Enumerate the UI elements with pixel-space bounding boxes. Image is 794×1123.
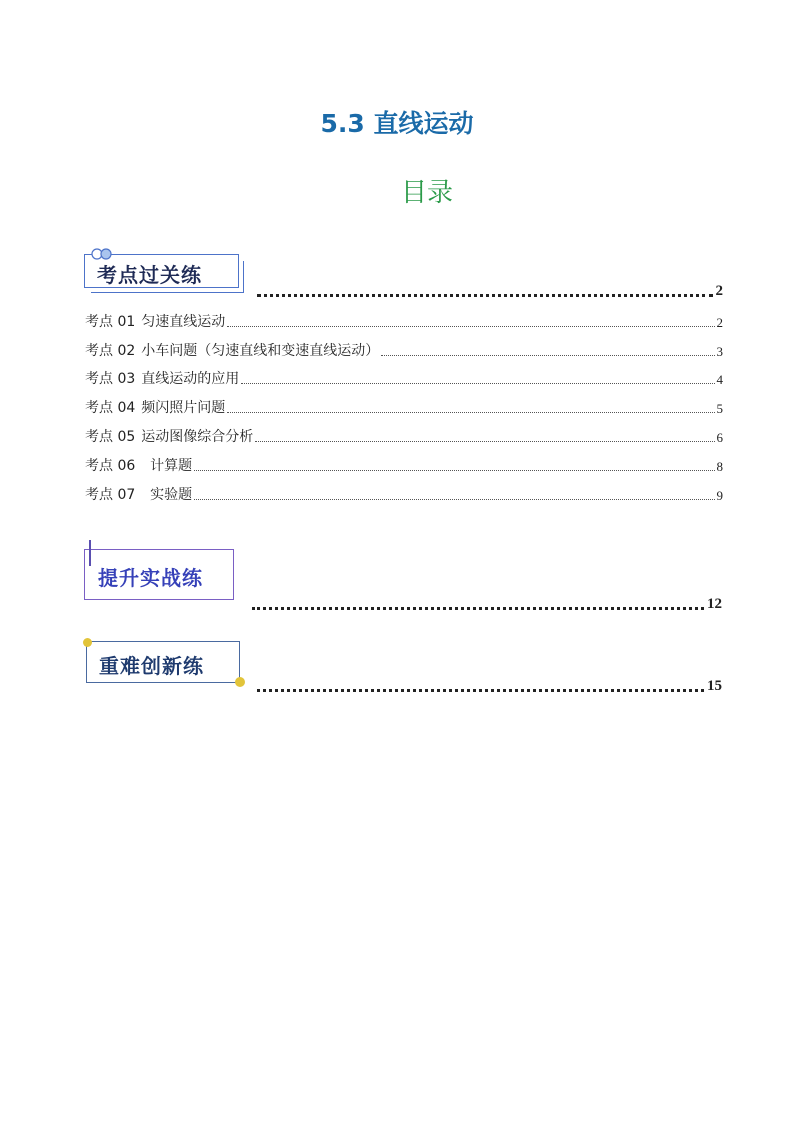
dotted-leader xyxy=(252,607,704,610)
dotted-leader xyxy=(381,355,714,356)
toc-item-page: 2 xyxy=(716,315,723,330)
dotted-leader xyxy=(257,294,713,297)
corner-dot-icon xyxy=(235,677,245,687)
toc-item-code: 考点 04 xyxy=(85,400,136,416)
toc-item-code: 考点 05 xyxy=(85,429,136,445)
toc-item[interactable] xyxy=(85,340,723,360)
section-badge-label: 提升实战练 xyxy=(98,566,203,590)
corner-dot-icon xyxy=(83,638,92,647)
toc-item[interactable] xyxy=(85,455,723,475)
page-title: 5.3 直线运动 xyxy=(320,109,474,138)
dotted-leader xyxy=(227,326,714,327)
dotted-leader xyxy=(227,412,714,413)
toc-item-page: 6 xyxy=(716,430,723,445)
dotted-leader xyxy=(194,470,714,471)
section-badge-innovation[interactable] xyxy=(86,641,240,683)
toc-item-page: 8 xyxy=(716,459,723,474)
dotted-leader xyxy=(194,499,714,500)
badge-accent-line xyxy=(89,540,91,566)
dotted-leader xyxy=(255,441,714,442)
toc-item-title: 计算题 xyxy=(141,458,193,474)
toc-item-title: 直线运动的应用 xyxy=(141,371,240,387)
toc-item[interactable] xyxy=(85,311,723,331)
section-badge-label: 考点过关练 xyxy=(97,263,202,287)
toc-item-code: 考点 03 xyxy=(85,371,136,387)
toc-item-code: 考点 06 xyxy=(85,458,136,474)
toc-item[interactable] xyxy=(85,368,723,388)
section-leader-1[interactable] xyxy=(257,283,723,300)
toc-item[interactable] xyxy=(85,397,723,417)
toc-item-title: 匀速直线运动 xyxy=(141,314,226,330)
dotted-leader xyxy=(241,383,714,384)
section-badge-label: 重难创新练 xyxy=(99,654,204,678)
section-badge-practice[interactable] xyxy=(84,549,234,600)
section-badge-checkpoint[interactable] xyxy=(84,254,239,288)
dotted-leader xyxy=(257,689,704,692)
toc-item-code: 考点 07 xyxy=(85,487,136,503)
toc-item-title: 运动图像综合分析 xyxy=(141,429,254,445)
section-page-number: 15 xyxy=(707,678,722,694)
toc-heading: 目录 xyxy=(400,178,453,208)
section-leader-3[interactable] xyxy=(257,678,722,695)
toc-item-code: 考点 02 xyxy=(85,343,136,359)
toc-item-page: 5 xyxy=(716,401,723,416)
toc-item-title: 实验题 xyxy=(141,487,193,503)
toc-item-code: 考点 01 xyxy=(85,314,136,330)
toc-item-page: 9 xyxy=(716,488,723,503)
toc-item-title: 小车问题（匀速直线和变速直线运动） xyxy=(141,343,380,359)
toc-item[interactable] xyxy=(85,484,723,504)
section-page-number: 12 xyxy=(707,596,722,612)
bubble-dots-icon xyxy=(91,248,113,260)
section-leader-2[interactable] xyxy=(252,596,722,613)
toc-item-title: 频闪照片问题 xyxy=(141,400,226,416)
toc-item-page: 4 xyxy=(716,372,723,387)
section-page-number: 2 xyxy=(715,283,723,299)
toc-item-page: 3 xyxy=(716,344,723,359)
toc-item[interactable] xyxy=(85,426,723,446)
